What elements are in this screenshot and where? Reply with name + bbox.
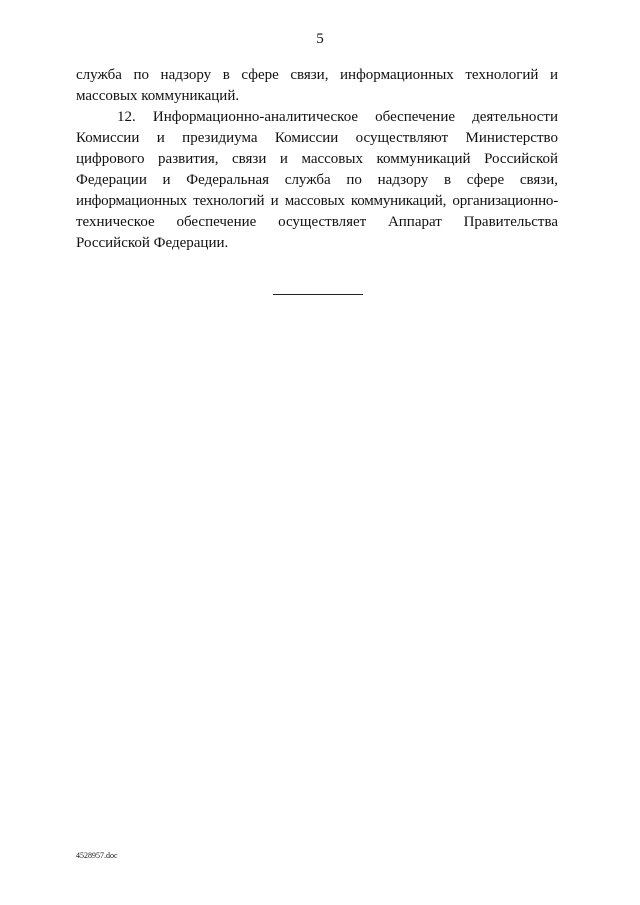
paragraph-line: массовых коммуникаций. (76, 88, 240, 104)
paragraph-line: информационных технологий и массовых коммуникаций, организационно- (76, 193, 558, 209)
paragraph-line: Федерации и Федеральная служба по надзору в сфере связи, (76, 172, 558, 188)
paragraph-line: Комиссии и президиума Комиссии осуществляют Министерство (76, 130, 558, 146)
document-code: 4528957.doc (76, 851, 118, 860)
paragraph-line: Российской Федерации. (76, 235, 229, 251)
paragraph-line: цифрового развития, связи и массовых коммуникаций Российской (76, 151, 558, 167)
paragraph-line: 12. Информационно-аналитическое обеспечение деятельности (117, 109, 558, 125)
page-number: 5 (316, 31, 324, 47)
paragraph-line: техническое обеспечение осуществляет Аппарат Правительства (76, 214, 558, 230)
section-divider (273, 294, 363, 295)
paragraph-line: служба по надзору в сфере связи, информационных технологий и (76, 67, 558, 83)
